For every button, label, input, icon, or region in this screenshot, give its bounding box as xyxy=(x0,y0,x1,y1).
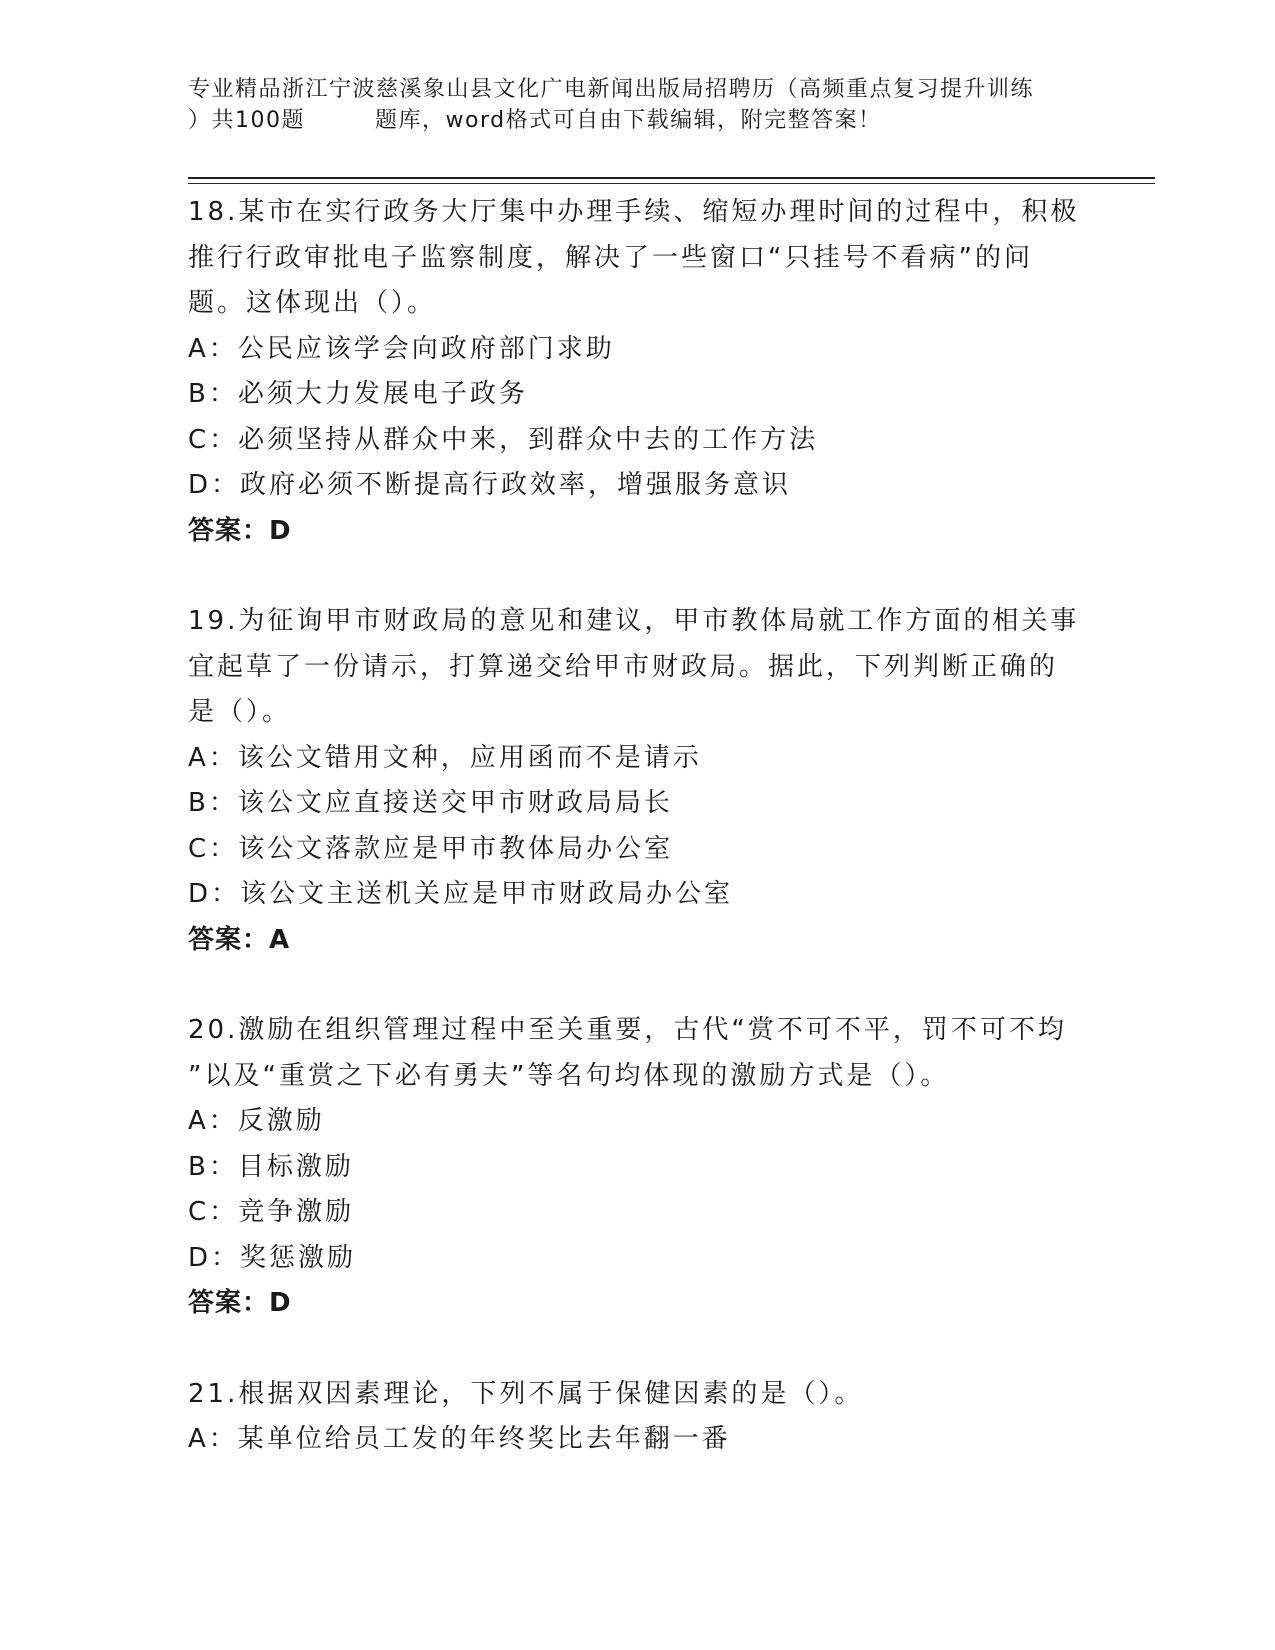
question-stem-line: 宜起草了一份请示，打算递交给甲市财政局。据此，下列判断正确的 xyxy=(188,651,1059,682)
question-stem-line: 20.激励在组织管理过程中至关重要，古代“赏不可不平，罚不可不均 xyxy=(188,1015,1067,1045)
option-d: D：政府必须不断提高行政效率，增强服务意识 xyxy=(188,470,792,500)
question-stem-line: 19.为征询甲市财政局的意见和建议，甲市教体局就工作方面的相关事 xyxy=(188,606,1080,636)
question-stem-line: 推行行政审批电子监察制度，解决了一些窗口“只挂号不看病”的问 xyxy=(188,242,1033,273)
option-d: D：该公文主送机关应是甲市财政局办公室 xyxy=(188,879,734,909)
answer-line: 答案：D xyxy=(188,515,292,546)
answer-line: 答案：A xyxy=(188,924,291,955)
option-a: A：公民应该学会向政府部门求助 xyxy=(188,333,615,364)
question-stem-line: 题。这体现出（）。 xyxy=(188,288,437,318)
document-header xyxy=(188,74,1088,136)
option-c: C：该公文落款应是甲市教体局办公室 xyxy=(188,833,674,864)
question-stem-line: ”以及“重赏之下必有勇夫”等名句均体现的激励方式是（）。 xyxy=(188,1060,950,1091)
question-21 xyxy=(188,1372,1088,1463)
header-line-2-part-1: ）共100题 xyxy=(188,108,305,133)
question-18 xyxy=(188,190,1088,554)
option-d: D：奖惩激励 xyxy=(188,1242,357,1273)
option-a: A：反激励 xyxy=(188,1106,325,1136)
option-b: B：目标激励 xyxy=(188,1151,354,1182)
header-line-1: 专业精品浙江宁波慈溪象山县文化广电新闻出版局招聘历（高频重点复习提升训练 xyxy=(188,77,1035,102)
header-line-2 xyxy=(188,105,1088,136)
option-a: A：某单位给员工发的年终奖比去年翻一番 xyxy=(188,1424,731,1454)
option-b: B：该公文应直接送交甲市财政局局长 xyxy=(188,788,673,818)
question-19 xyxy=(188,599,1088,963)
option-b: B：必须大力发展电子政务 xyxy=(188,379,528,409)
question-stem-line: 21.根据双因素理论，下列不属于保健因素的是（）。 xyxy=(188,1378,864,1409)
option-a: A：该公文错用文种，应用函而不是请示 xyxy=(188,742,702,773)
question-20 xyxy=(188,1008,1088,1327)
question-list xyxy=(188,190,1088,1508)
header-divider-thick xyxy=(188,177,1155,179)
option-c: C：必须坚持从群众中来，到群众中去的工作方法 xyxy=(188,424,819,455)
option-c: C：竞争激励 xyxy=(188,1197,355,1227)
answer-line: 答案：D xyxy=(188,1288,292,1318)
question-stem-line: 是（）。 xyxy=(188,697,292,727)
question-stem-line: 18.某市在实行政务大厅集中办理手续、缩短办理时间的过程中，积极 xyxy=(188,197,1080,227)
header-divider-thin xyxy=(188,183,1155,184)
header-line-2-part-2: 题库，word格式可自由下载编辑，附完整答案！ xyxy=(375,108,882,133)
